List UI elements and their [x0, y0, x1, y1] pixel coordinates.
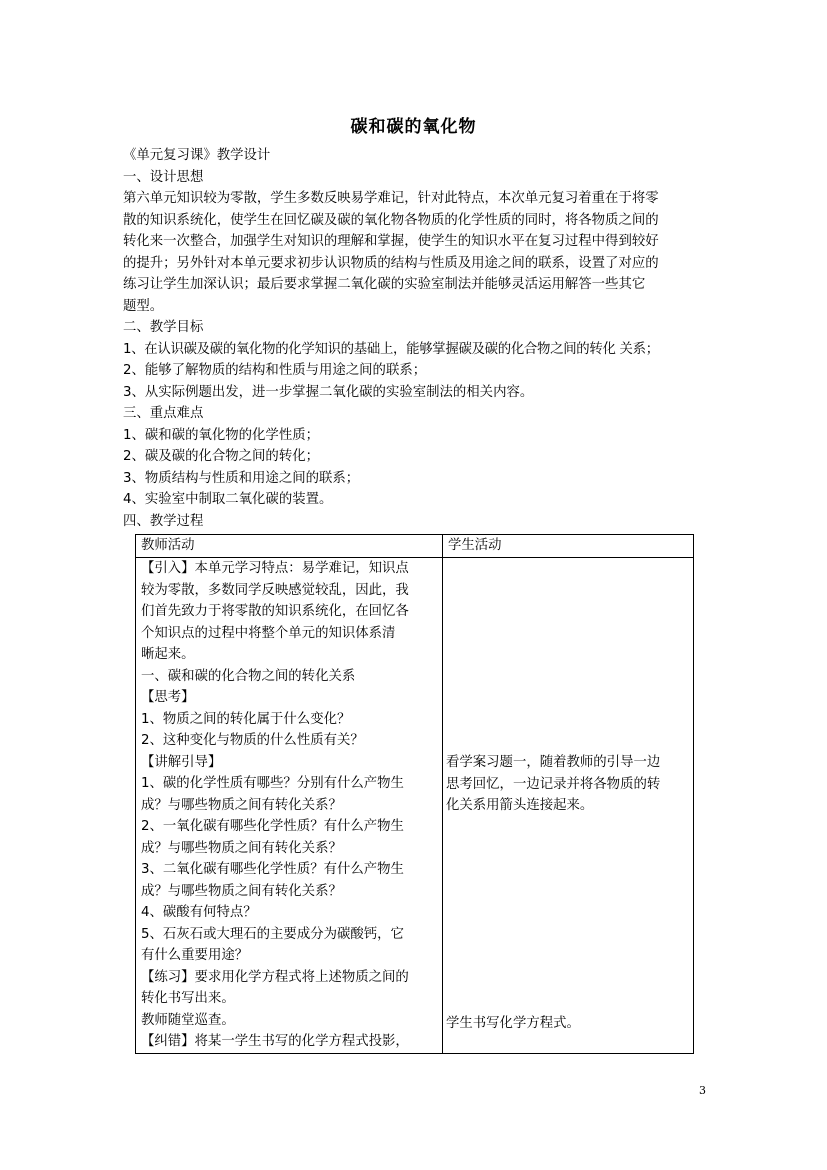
teacher-activity-cell: [136, 558, 443, 1054]
header-teacher-activity: 教师活动: [136, 535, 443, 558]
teacher-line: 晰起来。: [141, 647, 195, 662]
teacher-line: 1、物质之间的转化属于什么变化？: [141, 711, 351, 727]
student-line: 学生书写化学方程式。: [446, 1016, 580, 1031]
teacher-line: 较为零散，多数同学反映感觉较乱，因此，我: [141, 582, 409, 598]
student-line: 思考回忆，一边记录并将各物质的转: [446, 776, 661, 792]
paragraph-line: 转化来一次整合，加强学生对知识的理解和掌握，使学生的知识水平在复习过程中得到较好: [123, 234, 659, 249]
teacher-line: 4、碳酸有何特点？: [141, 905, 257, 920]
student-activity-note: [446, 752, 660, 817]
section-heading: 四、教学过程: [123, 513, 204, 529]
teacher-line: 一、碳和碳的化合物之间的转化关系: [141, 668, 356, 684]
teacher-line: 转化书写出来。: [141, 991, 235, 1006]
teacher-line: 【练习】要求用化学方程式将上述物质之间的: [141, 969, 409, 985]
teacher-line: 们首先致力于将零散的知识系统化，在回忆各: [141, 604, 409, 619]
list-item: 1、碳和碳的氧化物的化学性质；: [123, 427, 319, 443]
teacher-line: 教师随堂巡查。: [141, 1012, 235, 1028]
teacher-line: 个知识点的过程中将整个单元的知识体系清: [141, 625, 396, 641]
student-line: 化关系用箭头连接起来。: [446, 798, 594, 813]
paragraph-line: 的提升；另外针对本单元要求初步认识物质的结构与性质及用途之间的联系，设置了对应的: [123, 255, 659, 271]
section-heading: 二、教学目标: [123, 320, 204, 335]
teacher-line: 5、石灰石或大理石的主要成分为碳酸钙，它: [141, 926, 404, 942]
student-line: 看学案习题一，随着教师的引导一边: [446, 755, 661, 770]
list-item: 1、在认识碳及碳的氧化物的化学知识的基础上，能够掌握碳及碳的化合物之间的转化 关系；: [123, 341, 659, 357]
teacher-line: 成？与哪些物质之间有转化关系？: [141, 797, 342, 813]
list-item: 2、碳及碳的化合物之间的转化；: [123, 449, 319, 464]
list-item: 3、物质结构与性质和用途之间的联系；: [123, 470, 360, 486]
document-body: [123, 145, 707, 532]
teacher-line: 有什么重要用途？: [141, 948, 249, 963]
list-item: 2、能够了解物质的结构和性质与用途之间的联系；: [123, 363, 427, 378]
teacher-line: 【引入】本单元学习特点：易学难记，知识点: [141, 561, 409, 576]
teacher-line: 2、这种变化与物质的什么性质有关？: [141, 733, 364, 748]
section-heading: 三、重点难点: [123, 406, 204, 421]
teacher-line: 成？与哪些物质之间有转化关系？: [141, 840, 342, 856]
paragraph-line: 第六单元知识较为零散，学生多数反映易学难记，针对此特点，本次单元复习着重在于将零: [123, 191, 659, 206]
teacher-line: 1、碳的化学性质有哪些？分别有什么产物生: [141, 776, 404, 791]
page-number: 3: [699, 1084, 706, 1097]
student-activity-note: [446, 1013, 580, 1035]
teacher-line: 3、二氧化碳有哪些化学性质？有什么产物生: [141, 862, 404, 877]
paragraph-line: 题型。: [123, 298, 164, 314]
teacher-line: 【思考】: [141, 690, 195, 705]
paragraph-line: 练习让学生加深认识；最后要求掌握二氧化碳的实验室制法并能够灵活运用解答一些其它: [123, 277, 646, 292]
teacher-line: 2、一氧化碳有哪些化学性质？有什么产物生: [141, 819, 404, 834]
paragraph-line: 散的知识系统化，使学生在回忆碳及碳的氧化物各物质的化学性质的同时，将各物质之间的: [123, 212, 659, 228]
table-header-row: [136, 535, 694, 558]
teacher-line: 【纠错】将某一学生书写的化学方程式投影，: [141, 1034, 409, 1049]
document-title: 碳和碳的氧化物: [350, 117, 477, 137]
teacher-line: 【讲解引导】: [141, 754, 222, 770]
header-student-activity: 学生活动: [443, 535, 694, 558]
list-item: 4、实验室中制取二氧化碳的装置。: [123, 492, 333, 507]
teacher-line: 成？与哪些物质之间有转化关系？: [141, 883, 342, 899]
section-heading: 一、设计思想: [123, 169, 204, 185]
list-item: 3、从实际例题出发，进一步掌握二氧化碳的实验室制法的相关内容。: [123, 384, 534, 400]
subtitle: 《单元复习课》教学设计: [123, 148, 271, 163]
